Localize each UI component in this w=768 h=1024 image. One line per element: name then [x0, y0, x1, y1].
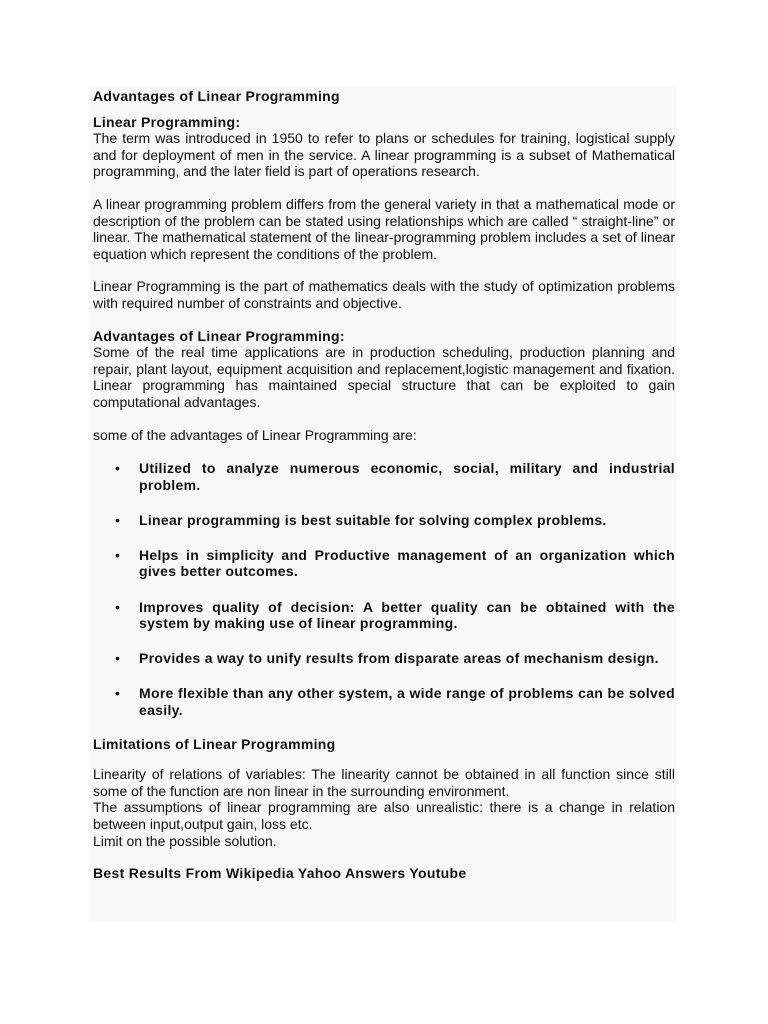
- list-item: [93, 460, 675, 493]
- paragraph-advantages-intro: some of the advantages of Linear Programming are:: [93, 426, 417, 443]
- advantage-text: More flexible than any other system, a wide range of problems can be solved easily.: [139, 685, 675, 718]
- document-title: Advantages of Linear Programming: [93, 88, 340, 104]
- advantage-text: Linear programming is best suitable for solving complex problems.: [139, 511, 607, 528]
- bullet-icon: •: [115, 546, 121, 563]
- paragraph-definition: Linear Programming is the part of mathematics deals with the study of optimization problems with required number of constraints and objective.: [93, 278, 675, 311]
- list-item: [93, 599, 675, 632]
- bullet-icon: •: [115, 685, 121, 702]
- bullet-icon: •: [115, 598, 121, 615]
- advantage-text: Utilized to analyze numerous economic, social, military and industrial problem.: [139, 460, 675, 493]
- advantage-text: Improves quality of decision: A better quality can be obtained with the system by making use of linear programming.: [139, 598, 675, 632]
- list-item: [93, 512, 675, 529]
- section-heading-limitations: Limitations of Linear Programming: [93, 735, 336, 752]
- advantages-list: [93, 460, 675, 718]
- list-item: [93, 547, 675, 580]
- paragraph-problem-description: A linear programming problem differs from the general variety in that a mathematical mode or description of the problem can be stated using relationships which are called “ straight-line” or linear. The mathematical statement of the linear-programming problem includes a set of linear equation which represent the conditions of the problem.: [93, 195, 675, 262]
- advantage-text: Helps in simplicity and Productive management of an organization which gives better outcomes.: [139, 546, 675, 580]
- bullet-icon: •: [115, 460, 121, 477]
- paragraph-applications: Some of the real time applications are in production scheduling, production planning and repair, plant layout, equipment acquisition and replacement,logistic management and fixation. Linear programming has maintained special structure that can be exploited to gain computational advantages.: [93, 344, 675, 410]
- paragraph-intro: The term was introduced in 1950 to refer to plans or schedules for training, logistical supply and for deployment of men in the service. A linear programming is a subset of Mathematical programming, and the later field is part of operations research.: [93, 130, 675, 180]
- section-heading-linear-programming: Linear Programming:: [93, 113, 241, 130]
- limitation-linearity: Linearity of relations of variables: The linearity cannot be obtained in all function since still some of the function are non linear in the surrounding environment.: [93, 766, 675, 799]
- section-heading-advantages: Advantages of Linear Programming:: [93, 327, 345, 344]
- advantage-text: Provides a way to unify results from disparate areas of mechanism design.: [139, 650, 659, 667]
- document-content: [93, 87, 675, 882]
- bullet-icon: •: [115, 511, 121, 528]
- list-item: [93, 685, 675, 718]
- limitation-assumptions: The assumptions of linear programming are also unrealistic: there is a change in relation between input,output gain, loss etc.: [93, 799, 675, 832]
- bullet-icon: •: [115, 650, 121, 667]
- list-item: [93, 650, 675, 667]
- footer-heading: Best Results From Wikipedia Yahoo Answers Youtube: [93, 865, 467, 882]
- limitation-possible-solution: Limit on the possible solution.: [93, 832, 277, 849]
